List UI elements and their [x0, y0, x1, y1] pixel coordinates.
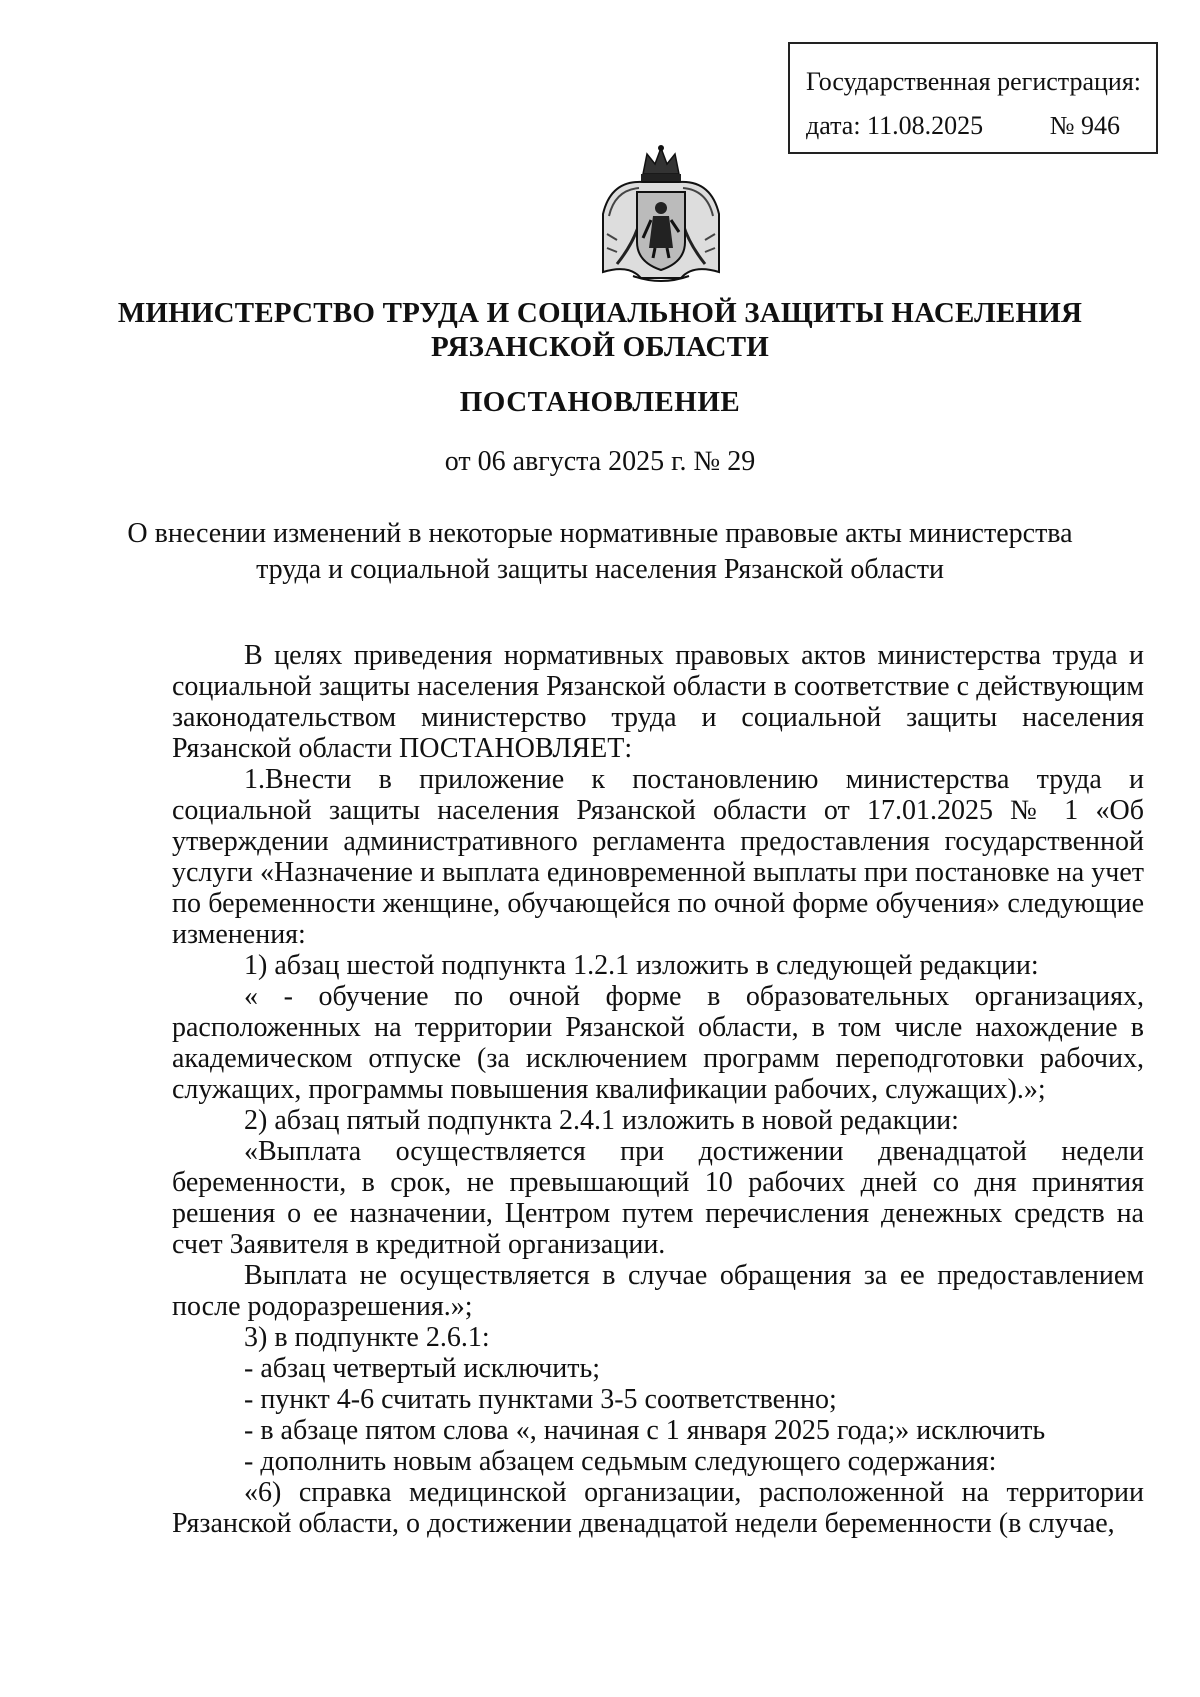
coat-of-arms-icon: [593, 144, 729, 284]
document-date-number: от 06 августа 2025 г. № 29: [444, 446, 756, 477]
body-paragraph: « - обучение по очной форме в образовательных организациях, расположенных на территории Рязанской области, в том числе нахождение в академическом отпуске (за исключением программ переподготовки рабочих, служащих, программы повышения квалификации рабочих, служащих).»;: [172, 981, 1144, 1105]
registration-label: Государственная регистрация:: [806, 67, 1142, 96]
body-paragraph: - пункт 4-6 считать пунктами 3-5 соответственно;: [244, 1384, 837, 1415]
registration-date: дата: 11.08.2025: [806, 111, 984, 140]
body-paragraph: Выплата не осуществляется в случае обращения за ее предоставлением после родоразрешения.»;: [172, 1260, 1144, 1322]
document-body: [172, 640, 1144, 1539]
body-paragraph: 3) в подпункте 2.6.1:: [244, 1322, 490, 1353]
registration-details: [806, 104, 1142, 148]
organization-name: [0, 296, 1200, 364]
body-paragraph: 1.Внести в приложение к постановлению министерства труда и социальной защиты населения Рязанской области от 17.01.2025 № 1 «Об утверждении административного регламента предоставления государственной услуги «Назначение и выплата единовременной выплаты при постановке на учет по беременности женщине, обучающейся по очной форме обучения» следующие изменения:: [172, 764, 1144, 950]
body-paragraph: «6) справка медицинской организации, расположенной на территории Рязанской области, о достижении двенадцатой недели беременности (в случае,: [172, 1477, 1144, 1539]
document-title-line2: труда и социальной защиты населения Рязанской области: [256, 554, 944, 585]
document-title: [0, 516, 1200, 588]
body-paragraph: - в абзаце пятом слова «, начиная с 1 января 2025 года;» исключить: [244, 1415, 1046, 1446]
registration-number: № 946: [1049, 111, 1120, 140]
body-paragraph: 1) абзац шестой подпункта 1.2.1 изложить в следующей редакции:: [244, 950, 1039, 981]
body-paragraph: В целях приведения нормативных правовых актов министерства труда и социальной защиты населения Рязанской области в соответствие с действующим законодательством министерство труда и социальной защиты населения Рязанской области ПОСТАНОВЛЯЕТ:: [172, 640, 1144, 764]
organization-name-line2: РЯЗАНСКОЙ ОБЛАСТИ: [431, 331, 769, 363]
registration-stamp: [788, 42, 1158, 154]
body-paragraph: - абзац четвертый исключить;: [244, 1353, 601, 1384]
body-paragraph: «Выплата осуществляется при достижении двенадцатой недели беременности, в срок, не превышающий 10 рабочих дней со дня принятия решения о ее назначении, Центром путем перечисления денежных средств на счет Заявителя в кредитной организации.: [172, 1136, 1144, 1260]
body-paragraph: 2) абзац пятый подпункта 2.4.1 изложить в новой редакции:: [244, 1105, 959, 1136]
document-title-line1: О внесении изменений в некоторые нормативные правовые акты министерства: [127, 518, 1073, 549]
document-type: ПОСТАНОВЛЕНИЕ: [459, 386, 741, 418]
organization-name-line1: МИНИСТЕРСТВО ТРУДА И СОЦИАЛЬНОЙ ЗАЩИТЫ НАСЕЛЕНИЯ: [117, 297, 1083, 329]
body-paragraph: - дополнить новым абзацем седьмым следующего содержания:: [244, 1446, 997, 1477]
